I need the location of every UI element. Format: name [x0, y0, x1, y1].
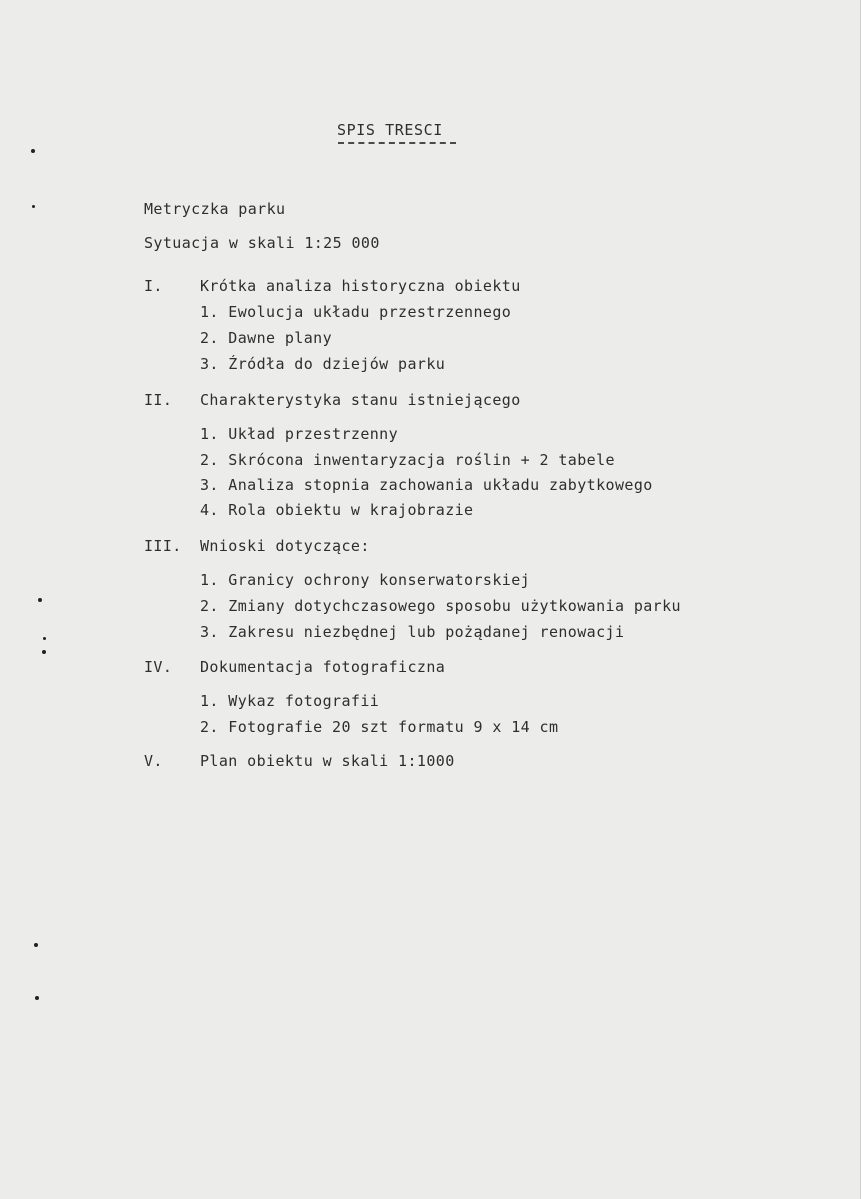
- section-5-numeral: V.: [144, 752, 163, 770]
- section-2-item-2: 2. Skrócona inwentaryzacja roślin + 2 tabele: [200, 451, 615, 469]
- page-title: SPIS TRESCI: [337, 121, 443, 139]
- section-3-item-3: 3. Zakresu niezbędnej lub pożądanej renowacji: [200, 623, 625, 641]
- section-1-item-1: 1. Ewolucja układu przestrzennego: [200, 303, 512, 321]
- margin-mark: [42, 650, 46, 654]
- margin-mark: [38, 598, 42, 602]
- title-underline: [338, 142, 456, 144]
- section-1-heading: Krótka analiza historyczna obiektu: [200, 277, 521, 295]
- section-2-numeral: II.: [144, 391, 173, 409]
- section-3-item-2: 2. Zmiany dotychczasowego sposobu użytkowania parku: [200, 597, 681, 615]
- margin-mark: [35, 996, 39, 1000]
- section-2-item-3: 3. Analiza stopnia zachowania układu zabytkowego: [200, 476, 653, 494]
- section-5-heading: Plan obiektu w skali 1:1000: [200, 752, 455, 770]
- margin-mark: [34, 943, 38, 947]
- intro-line-metryczka: Metryczka parku: [144, 200, 286, 218]
- section-1-numeral: I.: [144, 277, 163, 295]
- section-4-item-2: 2. Fotografie 20 szt formatu 9 x 14 cm: [200, 718, 559, 736]
- section-1-item-2: 2. Dawne plany: [200, 329, 333, 347]
- section-1-item-3: 3. Źródła do dziejów parku: [200, 355, 446, 373]
- section-4-numeral: IV.: [144, 658, 173, 676]
- intro-line-sytuacja: Sytuacja w skali 1:25 000: [144, 234, 380, 252]
- margin-mark: [32, 205, 35, 208]
- section-3-numeral: III.: [144, 537, 182, 555]
- section-4-item-1: 1. Wykaz fotografii: [200, 692, 380, 710]
- section-2-heading: Charakterystyka stanu istniejącego: [200, 391, 521, 409]
- margin-mark: [43, 637, 46, 640]
- margin-mark: [31, 149, 35, 153]
- section-3-heading: Wnioski dotyczące:: [200, 537, 370, 555]
- section-4-heading: Dokumentacja fotograficzna: [200, 658, 446, 676]
- section-3-item-1: 1. Granicy ochrony konserwatorskiej: [200, 571, 531, 589]
- section-2-item-4: 4. Rola obiektu w krajobrazie: [200, 501, 474, 519]
- section-2-item-1: 1. Układ przestrzenny: [200, 425, 399, 443]
